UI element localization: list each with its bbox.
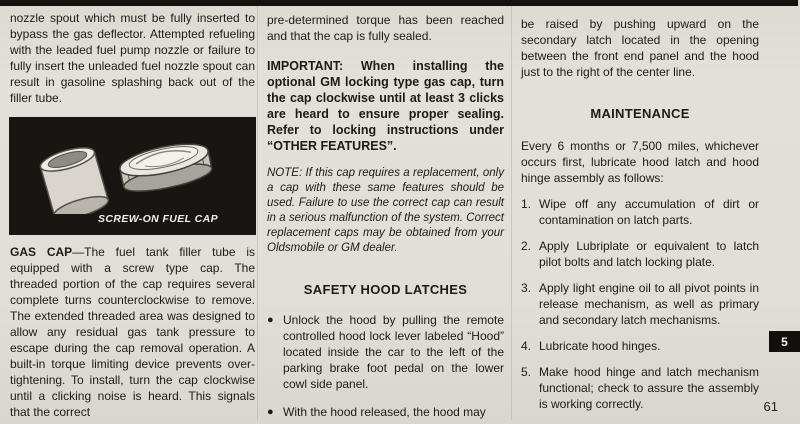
item-text: Lubricate hood hinges. <box>539 339 661 353</box>
numbered-item <box>521 196 759 228</box>
item-text: Wipe off any accumulation of dirt or contamination on latch parts. <box>539 197 759 227</box>
fuel-cap-figure <box>10 118 255 234</box>
column-3 <box>521 16 759 422</box>
fuel-cap-illustration <box>14 120 250 214</box>
column-2 <box>267 12 504 424</box>
bullet-icon: ● <box>267 314 274 326</box>
heading-maintenance: MAINTENANCE <box>590 106 690 121</box>
figure-caption: SCREW-ON FUEL CAP <box>98 213 218 225</box>
item-number: 1. <box>521 197 532 211</box>
item-number: 5. <box>521 365 532 379</box>
column-divider <box>257 6 258 420</box>
heading-safety-hood-latches: SAFETY HOOD LATCHES <box>303 282 468 297</box>
bullet-text: Unlock the hood by pulling the remote controlled hood lock lever labeled “Hood” located inside the car to the left of the parking brake foot pedal on the lower cowl side panel. <box>283 313 504 391</box>
page-number: 61 <box>763 399 778 414</box>
bullet-icon: ● <box>267 406 274 418</box>
item-text: Apply light engine oil to all pivot points in release mechanism, as well as primary and secondary latch mechanisms. <box>539 281 759 327</box>
list-item <box>267 404 504 420</box>
list-item <box>267 312 504 392</box>
scan-edge-bar <box>0 0 798 6</box>
column-1 <box>10 10 255 424</box>
gas-cap-lead: GAS CAP <box>10 245 73 259</box>
numbered-item <box>521 338 759 354</box>
numbered-item <box>521 238 759 270</box>
item-text: Make hood hinge and latch mechanism functional; check to assure the assembly is working correctly. <box>539 365 759 411</box>
item-number: 4. <box>521 339 532 353</box>
important-notice: IMPORTANT: When installing the optional GM locking type gas cap, turn the cap clockwise until at least 3 clicks are heard to ensure proper sealing. Refer to locking instructions under “OTHER FEATURES”. <box>267 59 504 153</box>
paragraph-filler-tube: nozzle spout which must be fully inserted to bypass the gas deflector. Attempted refueling with the leaded fuel pump nozzle or failure to fully insert the unleaded fuel nozzle spout can result in gasoline splashing back out of the filler tube. <box>10 11 255 105</box>
paragraph-gas-cap <box>10 244 255 420</box>
item-number: 3. <box>521 281 532 295</box>
gas-cap-body: —The fuel tank filler tube is equipped with a screw type cap. The threaded portion of the cap requires several complete turns counterclockwise to remove. The extended threaded area was designed to allow any residual gas tank pressure to escape during the cap removal operation. A built-in torque limiting device prevents over-tightening. To install, turn the cap clockwise until a clicking noise is heard. This signals that the correct <box>10 245 255 419</box>
section-tab: 5 <box>769 331 800 352</box>
item-number: 2. <box>521 239 532 253</box>
maintenance-intro: Every 6 months or 7,500 miles, whichever occurs first, lubricate hood latch and hood hinge assembly as follows: <box>521 139 759 185</box>
bullet-text: With the hood released, the hood may <box>283 405 486 419</box>
numbered-item <box>521 364 759 412</box>
column-divider <box>511 6 512 420</box>
note-notice: NOTE: If this cap requires a replacement, only a cap with these same features should be used. Failure to use the correct cap can result in a serious malfunction of the system. Correct replacement caps may be obtained from your Oldsmobile or GM dealer. <box>267 167 504 254</box>
paragraph-secondary-latch: be raised by pushing upward on the secondary latch located in the opening between the front end panel and the hood just to the right of the center line. <box>521 17 759 79</box>
item-text: Apply Lubriplate or equivalent to latch pilot bolts and latch locking plate. <box>539 239 759 269</box>
paragraph-torque: pre-determined torque has been reached and that the cap is fully sealed. <box>267 13 504 43</box>
numbered-item <box>521 280 759 328</box>
